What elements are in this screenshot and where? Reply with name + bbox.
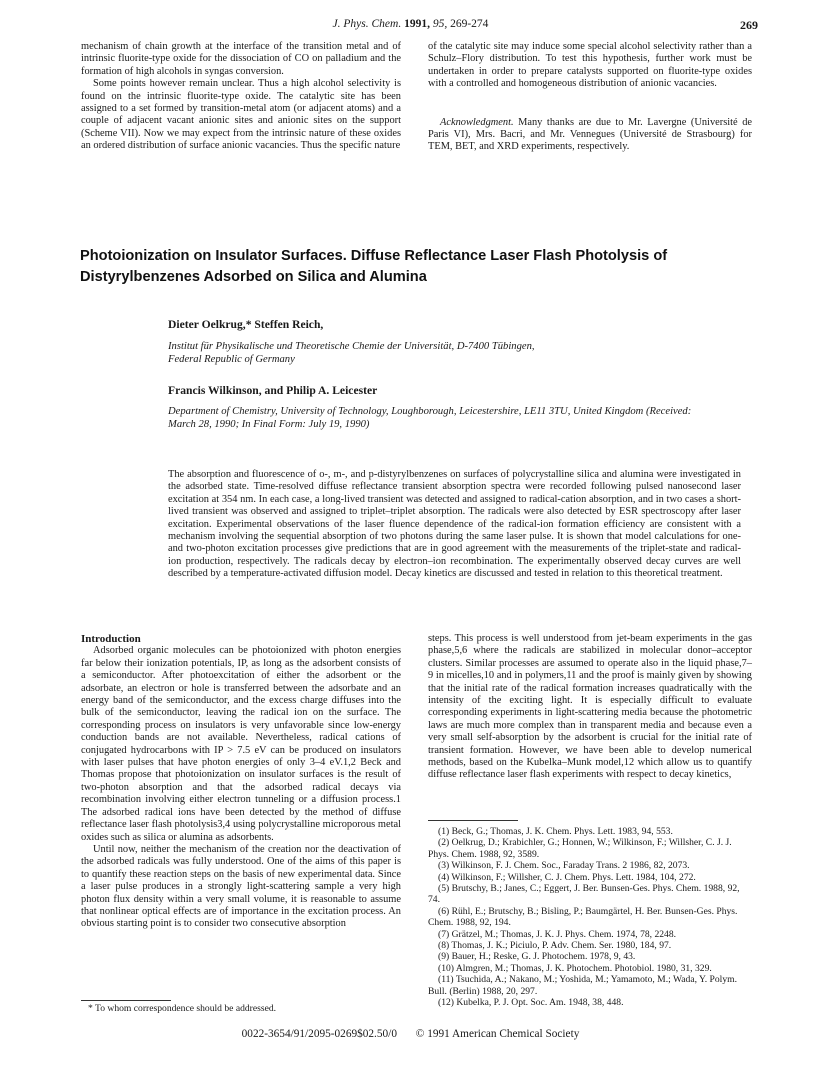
reference-item: (10) Almgren, M.; Thomas, J. K. Photochem. Photobiol. 1980, 31, 329.: [438, 962, 712, 974]
prev-article-left-column: [81, 41, 401, 153]
acknowledgment: [428, 117, 752, 154]
reference-item: (4) Wilkinson, F.; Willsher, C. J. Chem. Phys. Lett. 1984, 104, 272.: [438, 871, 696, 883]
journal-pages: 269-274: [450, 18, 489, 30]
affiliation-1: Institut für Physikalische und Theoretische Chemie der Universität, D-7400 Tübingen, Federal Republic of Germany: [168, 341, 535, 365]
intro-paragraph-continued: steps. This process is well understood from jet-beam experiments in the gas phase,5,6 where the radicals are stabilized in molecular donor–acceptor clusters. Similar processes are assumed to operate also in the liquid phase,7–9 in micelles,10 and in polymers,11 and the proof is mainly given by showing that the initial rate of the radical formation increases quadratically with the intensity of the exciting light. It is especially difficult to evaluate corresponding experiments in light-scattering media because the photometric laws are much more complex than in transparent media and because even a very small self-absorption by the adsorbent is crucial for the initial rate of transient formation. However, we have been able to develop numerical methods, based on the Kubelka–Munk model,12 which allow us to quantify diffuse reflectance laser flash experiments with respect to decay kinetics,: [428, 633, 752, 781]
price-code: 0022-3654/91/2095-0269$02.50/0: [241, 1028, 397, 1040]
prev-article-right-column: [428, 41, 752, 154]
correspondence-footnote: * To whom correspondence should be addressed.: [88, 1003, 277, 1014]
journal-year: 1991,: [404, 18, 430, 30]
references-list: [428, 826, 752, 1009]
intro-left-column: [81, 633, 401, 931]
page-number: 269: [740, 18, 758, 32]
reference-item: (7) Grätzel, M.; Thomas, J. K. J. Phys. Chem. 1974, 78, 2248.: [438, 928, 677, 940]
intro-paragraph-2: Until now, neither the mechanism of the creation nor the deactivation of the adsorbed radicals was fully understood. One of the aims of this paper is to quantify these reaction steps on the basis of new experimental data. Since a laser pulse produces in a strongly light-scattering sample a very high photon flux density within a very small volume, it is reasonable to assume that nonlinear optical effects are of importance in the excitation process. An obvious starting point is to consider two consecutive absorption: [81, 843, 401, 930]
reference-item: (5) Brutschy, B.; Janes, C.; Eggert, J. Ber. Bunsen-Ges. Phys. Chem. 1988, 92, 74.: [428, 883, 740, 906]
affiliation-2-block: [168, 406, 708, 431]
journal-citation: [0, 18, 821, 30]
intro-paragraph-1: Adsorbed organic molecules can be photoionized with photon energies far below their ionization potentials, IP, as long as the adsorbent consists of a semiconductor. After photoexcitation of either the adsorbent or the adsorbate, an electron or hole is transferred between the adsorbate and an energy band of the semiconductor, and the excess charge diffuses into the bulk of the semiconductor, leaving the radical ion on the surface. The corresponding process on insulators is very unfavorable since low-energy conduction bands are not available. Nevertheless, radical cations of conjugated hydrocarbons with IP > 7.5 eV can be produced on insulators with laser pulses that have photon energies of only 3–4 eV.1,2 Beck and Thomas propose that photoionization on insulator surfaces is the result of two-photon absorption and that the adsorbed radical decays via recombination involving either electron tunneling or a diffusion process.1 The adsorbed radical ions have been detected by the method of diffuse reflectance laser flash photolysis3,4 using polycrystalline microporous metal oxides such as silica or alumina as adsorbents.: [81, 645, 401, 843]
reference-item: (8) Thomas, J. K.; Piciulo, P. Adv. Chem. Ser. 1980, 184, 97.: [438, 940, 672, 952]
intro-right-column: [428, 633, 752, 782]
copyright: © 1991 American Chemical Society: [415, 1028, 580, 1040]
acknowledgment-text: Many thanks are due to Mr. Lavergne (Université de Paris VI), Mrs. Bacri, and Mr. Vennegues (Université de Strasbourg) for TEM, BET, and XRD experiments, respectively.: [428, 116, 752, 153]
reference-item: (2) Oelkrug, D.; Krabichler, G.; Honnen, W.; Wilkinson, F.; Willsher, C. J. J. Phys. Chem. 1988, 92, 3589.: [428, 837, 732, 860]
article-title: Photoionization on Insulator Surfaces. Diffuse Reflectance Laser Flash Photolysis of Distyrylbenzenes Adsorbed on Silica and Alumina: [80, 248, 668, 285]
reference-item: (6) Rühl, E.; Brutschy, B.; Bisling, P.; Baumgärtel, H. Ber. Bunsen-Ges. Phys. Chem. 1988, 92, 194.: [428, 905, 738, 929]
reference-item: (3) Wilkinson, F. J. Chem. Soc., Faraday Trans. 2 1986, 82, 2073.: [438, 860, 690, 872]
journal-volume: 95,: [432, 18, 448, 30]
reference-item: (12) Kubelka, P. J. Opt. Soc. Am. 1948, 38, 448.: [438, 997, 624, 1009]
authors-group-2: Francis Wilkinson, and Philip A. Leicester: [168, 384, 378, 397]
journal-name: J. Phys. Chem.: [332, 18, 402, 30]
acknowledgment-label: Acknowledgment.: [440, 116, 514, 128]
affiliation-2: Department of Chemistry, University of Technology, Loughborough, Leicestershire, LE11 3TU, United Kingdom: [168, 406, 644, 417]
received-dates: (Received: March 28, 1990; In Final Form: July 19, 1990): [168, 406, 692, 430]
prev-paragraph-3: of the catalytic site may induce some special alcohol selectivity rather than a Schulz–Flory distribution. To test this hypothesis, further work must be undertaken in order to prepare catalysts supported on fluorite-type oxides with a controlled and homogeneous distribution of anionic vacancies.: [428, 41, 752, 90]
authors-group-1: Dieter Oelkrug,* Steffen Reich,: [168, 318, 324, 331]
footnote-rule: [81, 1000, 171, 1001]
reference-item: (9) Bauer, H.; Reske, G. J. Photochem. 1978, 9, 43.: [438, 951, 636, 963]
reference-item: (1) Beck, G.; Thomas, J. K. Chem. Phys. Lett. 1983, 94, 553.: [438, 826, 673, 837]
prev-paragraph-1: mechanism of chain growth at the interface of the transition metal and of intrinsic fluorite-type oxide for the dissociation of CO on palladium and the formation of high alcohols in syngas conversion.: [81, 41, 401, 77]
reference-item: (11) Tsuchida, A.; Nakano, M.; Yoshida, M.; Yamamoto, M.; Wada, Y. Polym. Bull. (Berlin) 1988, 20, 297.: [428, 974, 737, 997]
page-footer: [0, 1028, 821, 1040]
references-rule: [428, 820, 518, 821]
section-heading-introduction: Introduction: [81, 633, 141, 645]
prev-paragraph-2: Some points however remain unclear. Thus a high alcohol selectivity is found on the intrinsic fluorite-type oxide. The catalytic site has been assigned to a set formed by transition-metal atom (or adjacent atoms) and a couple of adjacent vacant anionic sites and anionic sites on the support (Scheme VII). Now we may expect from the intrinsic nature of these oxides an ordered distribution of surface anionic vacancies. Thus the specific nature: [81, 78, 401, 152]
abstract: The absorption and fluorescence of o-, m-, and p-distyrylbenzenes on surfaces of polycrystalline silica and alumina were investigated in the adsorbed state. Time-resolved diffuse reflectance transient absorption spectra were recorded following pulsed nanosecond laser excitation at 354 nm. In each case, a long-lived transient was detected and assigned to radical-cation absorption, and in two cases a short-lived transient was observed and assigned to triplet–triplet absorption. The radicals were also detected by ESR spectroscopy after laser excitation. Experimental observations of the laser fluence dependence of the radical-ion formation efficiency are consistent with a mechanism involving the sequential absorption of two photons during the same laser pulse. It is shown that model calculations for one- and two-photon excitation processes give predictions that are in good agreement with the measurements of the triplet-state and radical-ion production, respectively. The radicals decay by electron–ion recombination. The experimentally observed decay curves are well described by a temperature-activated diffusion model. Decay kinetics are discussed and tested in relation to this theoretical treatment.: [168, 469, 741, 580]
